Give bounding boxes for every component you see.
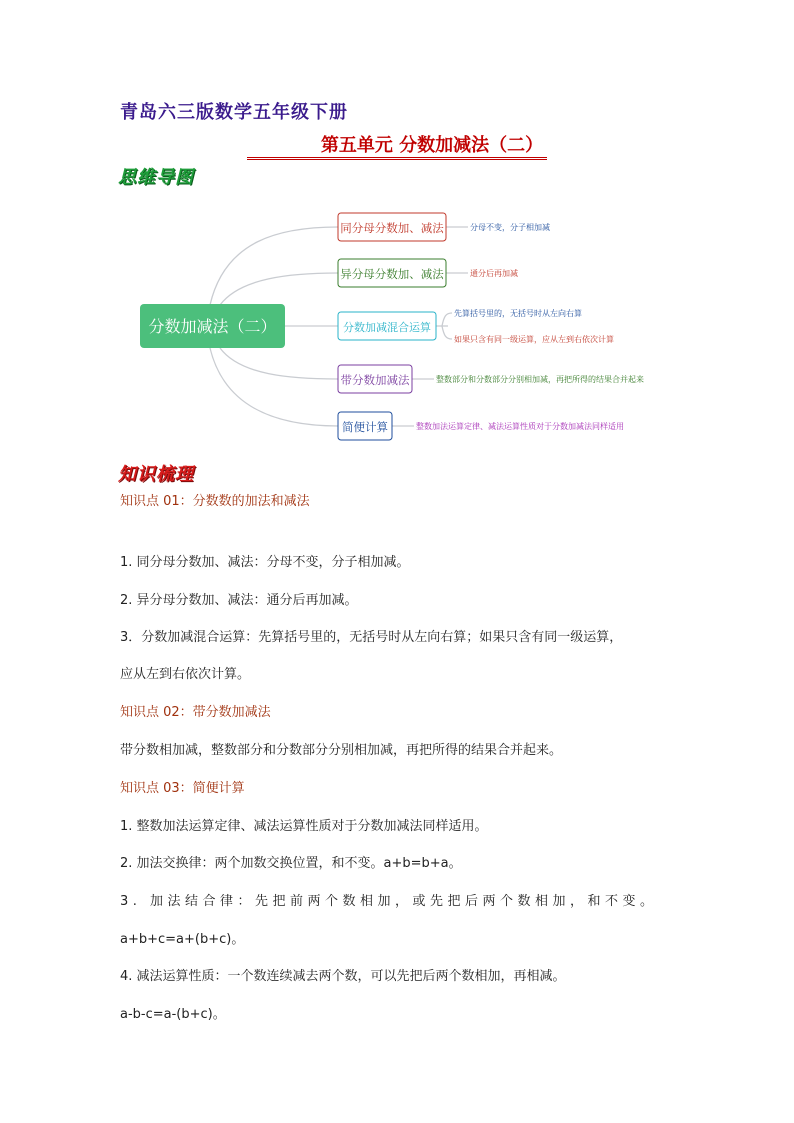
branch-note-2: 通分后再加减: [470, 269, 518, 278]
branch-note-3a: 先算括号里的，无括号时从左向右算: [454, 309, 582, 318]
unit-title-text: 第五单元 分数加减法（二）: [247, 135, 547, 160]
kp2-text: 带分数相加减，整数部分和分数部分分别相加减，再把所得的结果合并起来。: [120, 743, 563, 758]
connector-5: [210, 348, 338, 426]
branch-note-5: 整数加法运算定律、减法运算性质对于分数加减法同样适用: [416, 422, 624, 431]
kp3-title: 知识点 03：简便计算: [120, 781, 245, 796]
document-title: 青岛六三版数学五年级下册: [120, 102, 348, 123]
connector-2: [220, 273, 338, 305]
kp3-item-4a: 4. 减法运算性质：一个数连续减去两个数，可以先把后两个数相加，再相减。: [120, 969, 566, 984]
branch-note-1: 分母不变，分子相加减: [470, 223, 550, 232]
central-node-label: 分数加减法（二）: [148, 317, 277, 336]
branch-note-3b: 如果只含有同一级运算，应从左到右依次计算: [454, 335, 614, 344]
kp2-title: 知识点 02：带分数加减法: [120, 705, 271, 720]
unit-title: [0, 131, 794, 157]
kp1-item-3a: 3．分数加减混合运算：先算括号里的，无括号时从左向右算；如果只含有同一级运算，: [120, 630, 623, 645]
branch-label-3: 分数加减混合运算: [343, 321, 431, 334]
kp3-item-2: 2. 加法交换律：两个加数交换位置，和不变。a+b=b+a。: [120, 856, 462, 871]
connector-4: [220, 348, 338, 379]
kp1-item-3b: 应从左到右依次计算。: [120, 667, 251, 682]
kp3-item-4b: a-b-c=a-(b+c)。: [120, 1007, 226, 1022]
branch-label-2: 异分母分数加、减法: [340, 267, 444, 281]
kp1-item-2: 2. 异分母分数加、减法：通分后再加减。: [120, 593, 358, 608]
connector-1: [210, 227, 338, 305]
branch-label-4: 带分数加减法: [340, 373, 410, 387]
branch-label-5: 简便计算: [342, 420, 388, 434]
mindmap-heading: 思维导图: [118, 167, 194, 188]
note-line-3a: [442, 313, 452, 326]
kp1-title: 知识点 01：分数数的加法和减法: [120, 494, 310, 509]
mind-map: [130, 200, 690, 450]
note-line-3b: [442, 326, 452, 339]
branch-note-4: 整数部分和分数部分分别相加减，再把所得的结果合并起来: [436, 375, 644, 384]
kp3-item-3b: a+b+c=a+(b+c)。: [120, 932, 245, 947]
branch-label-1: 同分母分数加、减法: [340, 221, 444, 235]
kp3-item-3a: 3. 加法结合律：先把前两个数相加，或先把后两个数相加，和不变。: [120, 894, 658, 909]
knowledge-heading: 知识梳理: [118, 464, 194, 485]
kp3-item-1: 1. 整数加法运算定律、减法运算性质对于分数加减法同样适用。: [120, 819, 488, 834]
kp1-item-1: 1. 同分母分数加、减法：分母不变，分子相加减。: [120, 555, 410, 570]
